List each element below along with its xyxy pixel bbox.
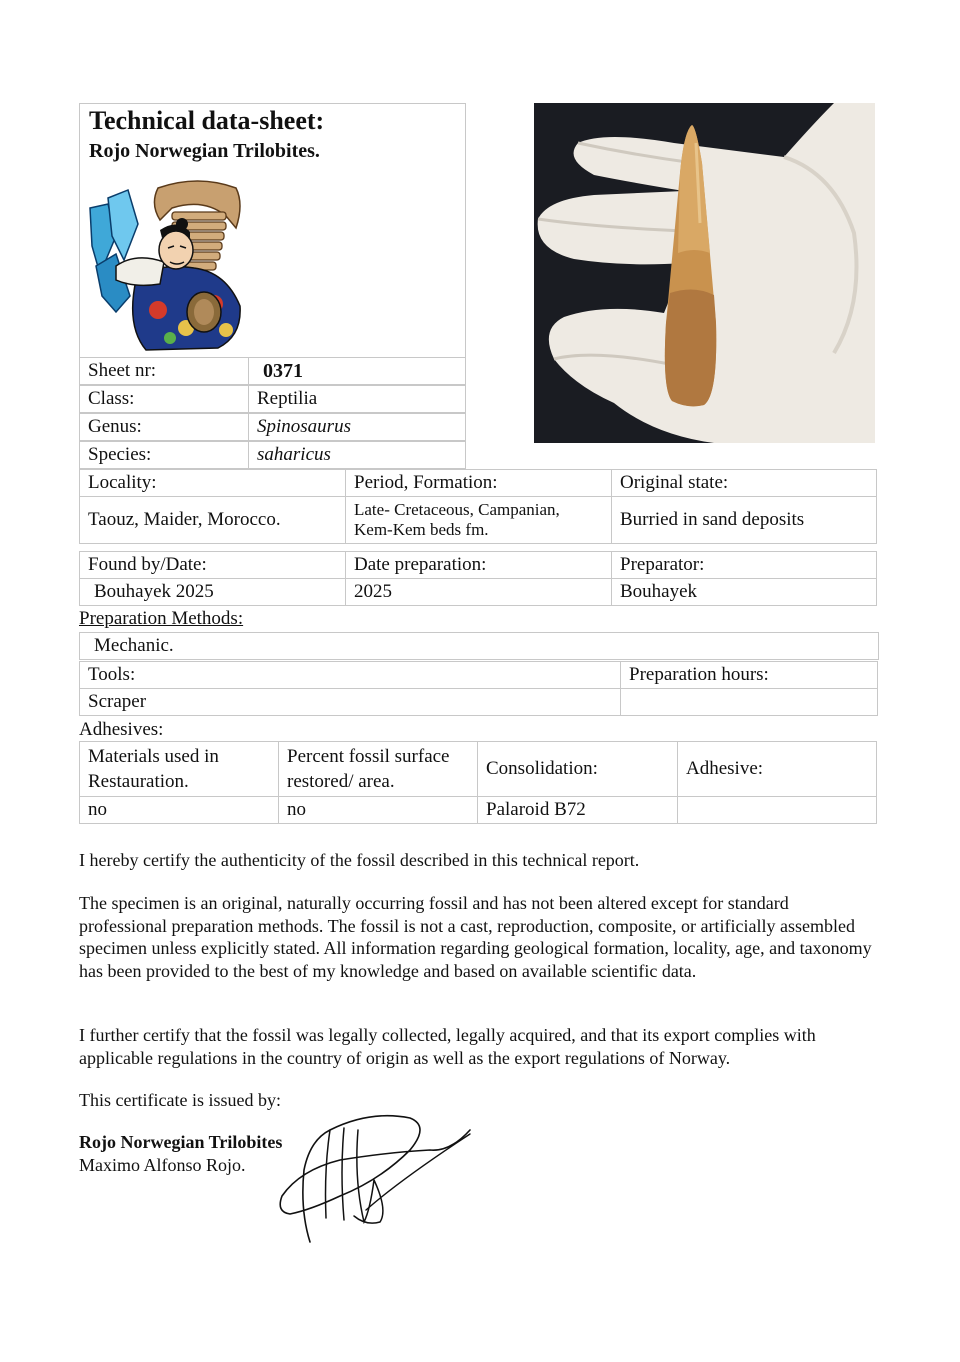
period-value [345, 496, 612, 544]
certification-paragraph-3: I further certify that the fossil was legally collected, legally acquired, and that its export complies with applicable regulations in the country of origin as well as the export regulations of Norway. [79, 1025, 816, 1068]
species-value: saharicus [248, 441, 466, 469]
page-title: Technical data-sheet: [89, 106, 325, 135]
percent-restored-label [278, 741, 478, 797]
signer-company: Rojo Norwegian Trilobites [79, 1132, 283, 1152]
adhesive-label: Adhesive: [677, 741, 877, 797]
date-preparation-value: 2025 [345, 578, 612, 606]
percent-restored-value: no [278, 796, 478, 824]
species-label: Species: [79, 441, 249, 469]
certification-paragraph-4: This certificate is issued by: [79, 1090, 281, 1110]
date-preparation-label: Date preparation: [345, 551, 612, 579]
spinosaurus-tooth-photo [534, 103, 875, 443]
preparation-hours-label: Preparation hours: [620, 661, 878, 689]
materials-label [79, 741, 279, 797]
percent-label-line-1: Percent fossil surface [287, 746, 450, 767]
materials-label-line-1: Materials used in [88, 746, 219, 767]
adhesives-heading: Adhesives: [79, 719, 164, 740]
tools-value: Scraper [79, 688, 621, 716]
preparator-label: Preparator: [611, 551, 877, 579]
certification-paragraph-2: The specimen is an original, naturally occurring fossil and has not been altered except for standard professional preparation methods. The fossil is not a cast, reproduction, composite, or artificially assembled specimen unless explicitly stated. All information regarding geological formation, locality, age, and taxonomy has been provided to the best of my knowledge and based on available scientific data. [79, 893, 872, 981]
company-name: Rojo Norwegian Trilobites. [89, 140, 320, 162]
original-state-value: Burried in sand deposits [611, 496, 877, 544]
materials-label-line-2: Restauration. [88, 771, 189, 792]
period-line-1: Late- Cretaceous, Campanian, [354, 500, 560, 519]
preparation-methods-heading: Preparation Methods: [79, 608, 244, 629]
class-value: Reptilia [248, 385, 466, 413]
original-state-label: Original state: [611, 469, 877, 497]
materials-value: no [79, 796, 279, 824]
locality-value: Taouz, Maider, Morocco. [79, 496, 346, 544]
consolidation-label: Consolidation: [477, 741, 678, 797]
locality-label: Locality: [79, 469, 346, 497]
sheet-nr-label: Sheet nr: [79, 357, 249, 385]
sheet-nr-value: 0371 [248, 357, 466, 385]
period-label: Period, Formation: [345, 469, 612, 497]
tools-label: Tools: [79, 661, 621, 689]
preparator-value: Bouhayek [611, 578, 877, 606]
found-by-label: Found by/Date: [79, 551, 346, 579]
preparation-method-value: Mechanic. [79, 632, 879, 660]
found-by-value: Bouhayek 2025 [79, 578, 346, 606]
samurai-trilobite-logo [86, 176, 246, 354]
genus-label: Genus: [79, 413, 249, 441]
certification-paragraph-1: I hereby certify the authenticity of the fossil described in this technical report. [79, 850, 640, 870]
signer-name: Maximo Alfonso Rojo. [79, 1155, 246, 1175]
handwritten-signature [270, 1100, 480, 1250]
preparation-hours-value [620, 688, 878, 716]
adhesive-value [677, 796, 877, 824]
consolidation-value: Palaroid B72 [477, 796, 678, 824]
period-line-2: Kem-Kem beds fm. [354, 520, 489, 539]
genus-value: Spinosaurus [248, 413, 466, 441]
percent-label-line-2: restored/ area. [287, 771, 395, 792]
class-label: Class: [79, 385, 249, 413]
